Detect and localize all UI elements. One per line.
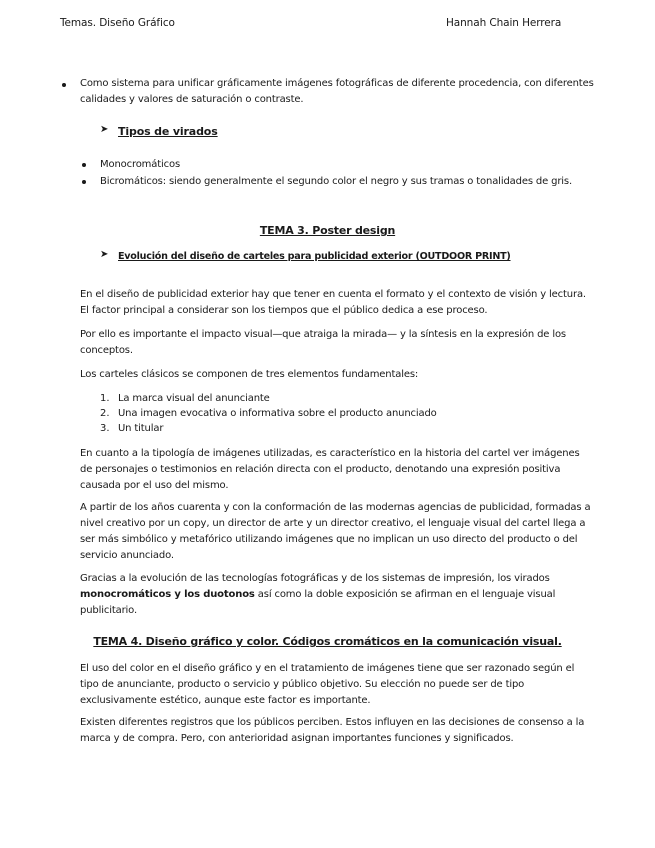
- tema3-title: TEMA 3. Poster design: [259, 224, 396, 237]
- intro-bullet-text: Como sistema para unificar gráficamente imágenes fotográficas de diferente procedencia, con diferentes calidades y valores de saturación o contraste.: [80, 78, 594, 105]
- tema3-paragraph-5: A partir de los años cuarenta y con la conformación de las modernas agencias de publicidad, formadas a nivel creativo por un copy, un director de arte y un director creativo, el lenguaje visual del cartel llega a ser más simbólico y metafórico utilizando imágenes que no implican un uso directo del producto o del servicio anunciado.: [80, 502, 591, 561]
- tema4-paragraph-1: El uso del color en el diseño gráfico y en el tratamiento de imágenes tiene que ser razonado según el tipo de anunciante, producto o servicio y público objetivo. Su elección no puede ser de tipo exclusivamente estético, aunque este factor es importante.: [80, 663, 575, 706]
- tema3-paragraph-4: En cuanto a la tipología de imágenes utilizadas, es característico en la historia del cartel ver imágenes de personajes o testimonios en relación directa con el producto, denotando una expresión positiva causada por el uso del mismo.: [80, 448, 580, 491]
- tema3-paragraph-3: Los carteles clásicos se componen de tres elementos fundamentales:: [80, 369, 419, 380]
- list-item: Una imagen evocativa o informativa sobre el producto anunciado: [118, 408, 437, 419]
- tema3-paragraph-6: [80, 571, 592, 619]
- arrow-bullet-icon: ➤: [100, 124, 109, 135]
- list-item: La marca visual del anunciante: [118, 393, 270, 404]
- p6-start: Gracias a la evolución de las tecnologías fotográficas y de los sistemas de impresión, los virados: [80, 573, 550, 584]
- tema3-paragraph-2: Por ello es importante el impacto visual—que atraiga la mirada— y la síntesis en la expresión de los conceptos.: [80, 329, 566, 356]
- bullet-dot: [82, 180, 86, 184]
- p6-end: así como la doble exposición se afirman en el lenguaje visual publicitario.: [80, 589, 556, 616]
- list-number: 1.: [100, 393, 110, 404]
- bullet-dot: [82, 163, 86, 167]
- virados-item-2: Bicromáticos: siendo generalmente el segundo color el negro y sus tramas o tonalidades de gris.: [100, 176, 573, 187]
- list-item: Un titular: [118, 423, 164, 434]
- tema4-paragraph-2: Existen diferentes registros que los públicos perciben. Estos influyen en las decisiones de consenso a la marca y de compra. Pero, con anterioridad asignan importantes funciones y significados.: [80, 717, 585, 744]
- tema3-paragraph-1: En el diseño de publicidad exterior hay que tener en cuenta el formato y el contexto de visión y lectura. El factor principal a considerar son los tiempos que el público dedica a ese proceso.: [80, 289, 586, 316]
- list-number: 2.: [100, 408, 110, 419]
- bullet-dot: [62, 83, 66, 87]
- header-right: Hannah Chain Herrera: [446, 17, 562, 29]
- header-left: Temas. Diseño Gráfico: [60, 17, 175, 29]
- virados-heading: Tipos de virados: [118, 125, 218, 138]
- p6-bold: monocromáticos y los duotonos: [80, 589, 255, 600]
- tema3-subheading: Evolución del diseño de carteles para publicidad exterior (OUTDOOR PRINT): [118, 251, 511, 262]
- arrow-bullet-icon: ➤: [100, 249, 109, 260]
- list-number: 3.: [100, 423, 110, 434]
- virados-item-1: Monocromáticos: [100, 159, 181, 170]
- tema4-title: TEMA 4. Diseño gráfico y color. Códigos cromáticos en la comunicación visual.: [93, 635, 562, 648]
